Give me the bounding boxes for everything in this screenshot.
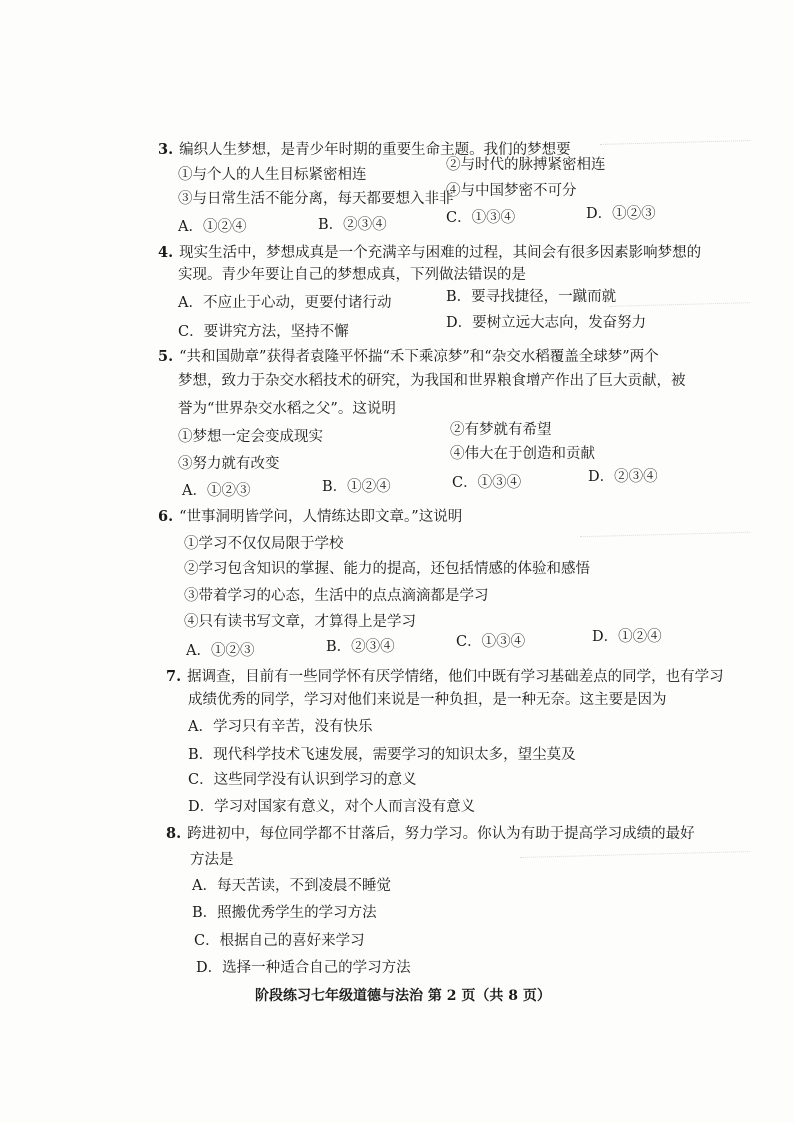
q4-choice-b: B．要寻找捷径，一蹴而就 xyxy=(446,289,617,305)
q8-choice-c: C．根据自己的喜好来学习 xyxy=(194,933,365,949)
question-7-stem-line-2: 成绩优秀的同学，学习对他们来说是一种负担，是一种无奈。这主要是因为 xyxy=(188,692,667,708)
q4-choice-d: D．要树立远大志向，发奋努力 xyxy=(446,315,647,331)
q4-choice-a: A．不应止于心动，更要付诸行动 xyxy=(178,295,392,311)
bleed-through-mark xyxy=(600,126,750,145)
q3-choice-c: C．①③④ xyxy=(446,210,516,226)
q5-choice-a: A．①②③ xyxy=(182,483,251,499)
question-number: 8. xyxy=(166,825,182,842)
q3-choice-b: B．②③④ xyxy=(318,217,387,233)
q3-option-3: ③与日常生活不能分离，每天都要想入非非 xyxy=(178,191,454,207)
q5-option-1: ①梦想一定会变成现实 xyxy=(178,429,323,445)
q6-option-3: ③带着学习的心态，生活中的点点滴滴都是学习 xyxy=(184,588,489,604)
q7-choice-d: D．学习对国家有意义，对个人而言没有意义 xyxy=(188,799,476,815)
q3-option-4: ④与中国梦密不可分 xyxy=(446,183,577,199)
q3-option-2: ②与时代的脉搏紧密相连 xyxy=(446,157,606,173)
q5-option-2: ②有梦就有希望 xyxy=(450,422,552,438)
question-number: 6. xyxy=(158,508,174,525)
question-5-stem-line-2: 梦想，致力于杂交水稻技术的研究，为我国和世界粮食增产作出了巨大贡献，被 xyxy=(178,373,686,389)
q3-choice-d: D．①②③ xyxy=(586,206,656,222)
q6-choice-c: C．①③④ xyxy=(456,634,526,650)
question-6-stem: 6. “世事洞明皆学问，人情练达即文章。”这说明 xyxy=(158,508,463,525)
question-7-stem: 7. 据调查，目前有一些同学怀有厌学情绪，他们中既有学习基础差点的同学，也有学习 xyxy=(166,668,724,685)
q8-choice-b: B．照搬优秀学生的学习方法 xyxy=(192,905,377,921)
q4-choice-c: C．要讲究方法，坚持不懈 xyxy=(178,324,349,340)
question-5-stem: 5. “共和国勋章”获得者袁隆平怀揣“禾下乘凉梦”和“杂交水稻覆盖全球梦”两个 xyxy=(158,348,659,365)
question-number: 3. xyxy=(158,141,174,158)
q6-choice-b: B．②③④ xyxy=(326,639,395,655)
q5-choice-b: B．①②④ xyxy=(322,479,391,495)
q5-option-4: ④伟大在于创造和贡献 xyxy=(450,446,595,462)
q7-choice-b: B．现代科学技术飞速发展，需要学习的知识太多，望尘莫及 xyxy=(188,747,576,763)
q6-choice-a: A．①②③ xyxy=(186,643,255,659)
question-number: 5. xyxy=(158,348,174,365)
q3-option-1: ①与个人的人生目标紧密相连 xyxy=(178,167,367,183)
question-3-stem: 3. 编织人生梦想，是青少年时期的重要生命主题。我们的梦想要 xyxy=(158,141,571,158)
q3-choice-a: A．①②④ xyxy=(178,219,247,235)
q6-option-4: ④只有读书写文章，才算得上是学习 xyxy=(184,614,416,630)
q5-choice-d: D．②③④ xyxy=(588,469,658,485)
q7-choice-c: C．这些同学没有认识到学习的意义 xyxy=(188,772,417,788)
question-number: 4. xyxy=(158,244,174,261)
q5-option-3: ③努力就有改变 xyxy=(178,456,280,472)
bleed-through-mark xyxy=(610,288,750,307)
q8-choice-a: A．每天苦读，不到凌晨不睡觉 xyxy=(192,878,391,894)
question-8-stem: 8. 跨进初中，每位同学都不甘落后，努力学习。你认为有助于提高学习成绩的最好 xyxy=(166,825,695,842)
question-4-stem-line-2: 实现。青少年要让自己的梦想成真，下列做法错误的是 xyxy=(178,267,526,283)
question-number: 7. xyxy=(166,668,182,685)
question-4-stem: 4. 现实生活中，梦想成真是一个充满辛与困难的过程，其间会有很多因素影响梦想的 xyxy=(158,244,702,261)
page-footer: 阶段练习七年级道德与法治 第 2 页（共 8 页） xyxy=(255,988,551,1004)
question-5-stem-line-3: 誉为“世界杂交水稻之父”。这说明 xyxy=(178,401,396,417)
q6-option-1: ①学习不仅仅局限于学校 xyxy=(184,536,344,552)
q5-choice-c: C．①③④ xyxy=(452,475,522,491)
q6-choice-d: D．①②④ xyxy=(592,629,662,645)
q8-choice-d: D．选择一种适合自己的学习方法 xyxy=(196,960,411,976)
q6-option-2: ②学习包含知识的掌握、能力的提高，还包括情感的体验和感悟 xyxy=(184,561,590,577)
bleed-through-mark xyxy=(580,518,750,537)
question-8-stem-line-2: 方法是 xyxy=(190,852,234,868)
q7-choice-a: A．学习只有辛苦，没有快乐 xyxy=(188,719,373,735)
